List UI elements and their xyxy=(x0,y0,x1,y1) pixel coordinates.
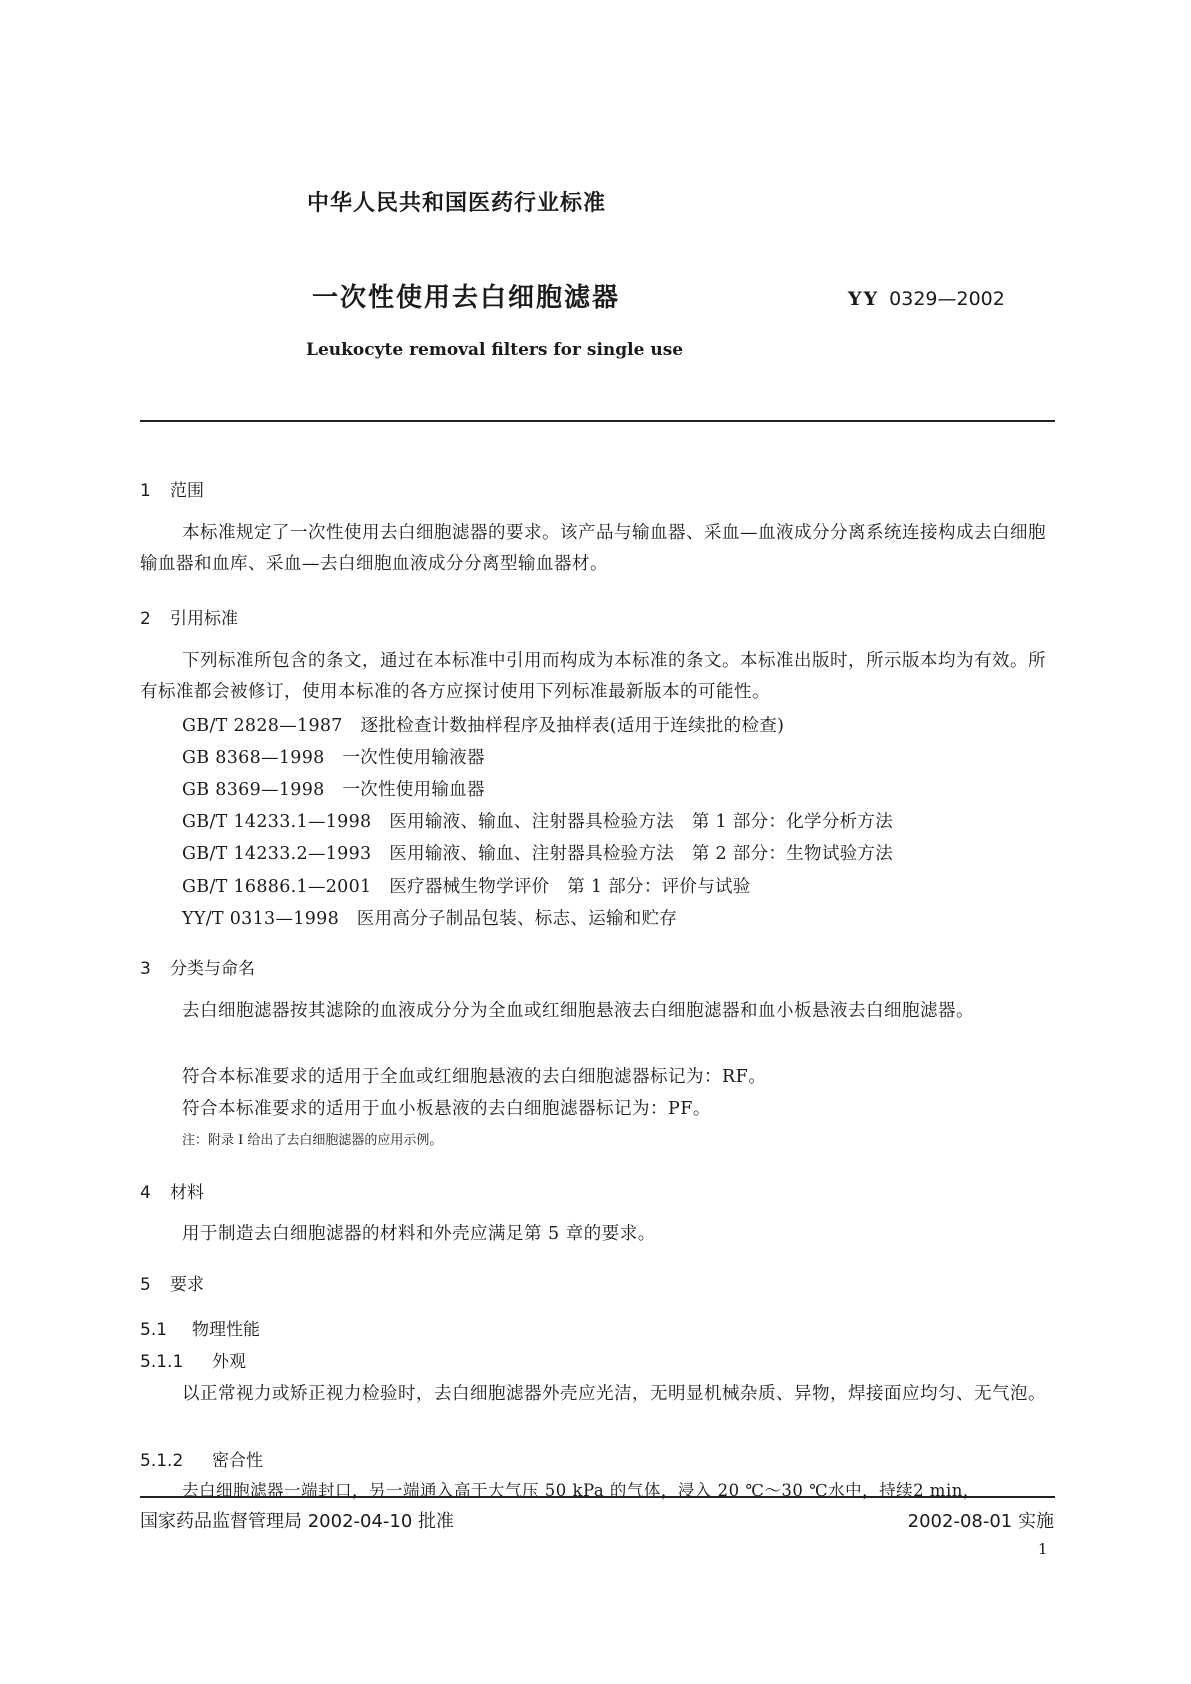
subsection-title: 外观 xyxy=(212,1352,246,1372)
subsection-number: 5.1.1 xyxy=(140,1352,184,1372)
section-3-note: 注：附录 I 给出了去白细胞滤器的应用示例。 xyxy=(182,1133,443,1148)
standard-code: 0329—2002 xyxy=(889,288,1005,310)
section-3-heading xyxy=(140,954,255,979)
reference-item: GB/T 14233.2—1993 医用输液、输血、注射器具检验方法 第 2 部分：生物试验方法 xyxy=(182,844,894,864)
section-3-paragraph: 去白细胞滤器按其滤除的血液成分分为全血或红细胞悬液去白细胞滤器和血小板悬液去白细胞滤器。 xyxy=(182,1001,974,1021)
footer-divider xyxy=(140,1496,1055,1498)
section-1-heading xyxy=(140,476,204,501)
section-5-heading xyxy=(140,1270,204,1295)
section-number: 3 xyxy=(140,959,151,979)
section-number: 2 xyxy=(140,609,151,629)
section-title: 引用标准 xyxy=(170,609,238,629)
section-title: 材料 xyxy=(170,1183,204,1203)
section-1-paragraph: 本标准规定了一次性使用去白细胞滤器的要求。该产品与输血器、采血—血液成分分离系统连接构成去白细胞输血器和血库、采血—去白细胞血液成分分离型输血器材。 xyxy=(140,523,1046,574)
reference-item: GB 8369—1998 一次性使用输血器 xyxy=(182,780,485,800)
subsection-5-1-1-heading xyxy=(140,1347,246,1372)
document-title: 一次性使用去白细胞滤器 xyxy=(312,283,621,313)
section-2-paragraph: 下列标准所包含的条文，通过在本标准中引用而构成为本标准的条文。本标准出版时，所示版本均为有效。所有标准都会被修订，使用本标准的各方应探讨使用下列标准最新版本的可能性。 xyxy=(140,651,1046,702)
page-number: 1 xyxy=(1038,1540,1048,1558)
section-3-rf-line: 符合本标准要求的适用于全血或红细胞悬液的去白细胞滤器标记为：RF。 xyxy=(182,1067,767,1087)
subsection-title: 密合性 xyxy=(212,1451,263,1471)
section-4-heading xyxy=(140,1178,204,1203)
reference-item: GB/T 14233.1—1998 医用输液、输血、注射器具检验方法 第 1 部分：化学分析方法 xyxy=(182,812,894,832)
reference-item: GB 8368—1998 一次性使用输液器 xyxy=(182,748,485,768)
standard-number xyxy=(848,288,1005,310)
subsection-5-1-2-paragraph: 去白细胞滤器一端封口，另一端通入高于大气压 50 kPa 的气体，浸入 20 ℃～30 ℃水中，持续2 min， xyxy=(182,1481,980,1500)
english-title: Leukocyte removal filters for single use xyxy=(306,340,684,360)
section-3-pf-line: 符合本标准要求的适用于血小板悬液的去白细胞滤器标记为：PF。 xyxy=(182,1099,711,1119)
effective-date: 2002-08-01 实施 xyxy=(907,1511,1054,1532)
subsection-number: 5.1 xyxy=(140,1320,168,1340)
section-number: 5 xyxy=(140,1275,151,1295)
subsection-number: 5.1.2 xyxy=(140,1451,184,1471)
reference-item: GB/T 16886.1—2001 医疗器械生物学评价 第 1 部分：评价与试验 xyxy=(182,877,751,897)
subsection-title: 物理性能 xyxy=(192,1320,260,1340)
section-title: 要求 xyxy=(170,1275,204,1295)
approval-line: 国家药品监督管理局 2002-04-10 批准 xyxy=(140,1511,455,1532)
section-number: 4 xyxy=(140,1183,151,1203)
reference-item: GB/T 2828—1987 逐批检查计数抽样程序及抽样表(适用于连续批的检查) xyxy=(182,716,785,736)
standard-prefix: YY xyxy=(848,288,880,310)
section-title: 范围 xyxy=(170,481,204,501)
publisher-header: 中华人民共和国医药行业标准 xyxy=(307,191,607,216)
section-title: 分类与命名 xyxy=(170,959,255,979)
subsection-5-1-heading xyxy=(140,1315,260,1340)
section-4-paragraph: 用于制造去白细胞滤器的材料和外壳应满足第 5 章的要求。 xyxy=(182,1224,656,1244)
header-divider xyxy=(140,420,1055,422)
section-number: 1 xyxy=(140,481,151,501)
subsection-5-1-1-paragraph: 以正常视力或矫正视力检验时，去白细胞滤器外壳应光洁，无明显机械杂质、异物，焊接面应均匀、无气泡。 xyxy=(182,1384,1046,1404)
section-2-heading xyxy=(140,604,238,629)
subsection-5-1-2-heading xyxy=(140,1446,263,1471)
reference-item: YY/T 0313—1998 医用高分子制品包装、标志、运输和贮存 xyxy=(182,909,678,929)
